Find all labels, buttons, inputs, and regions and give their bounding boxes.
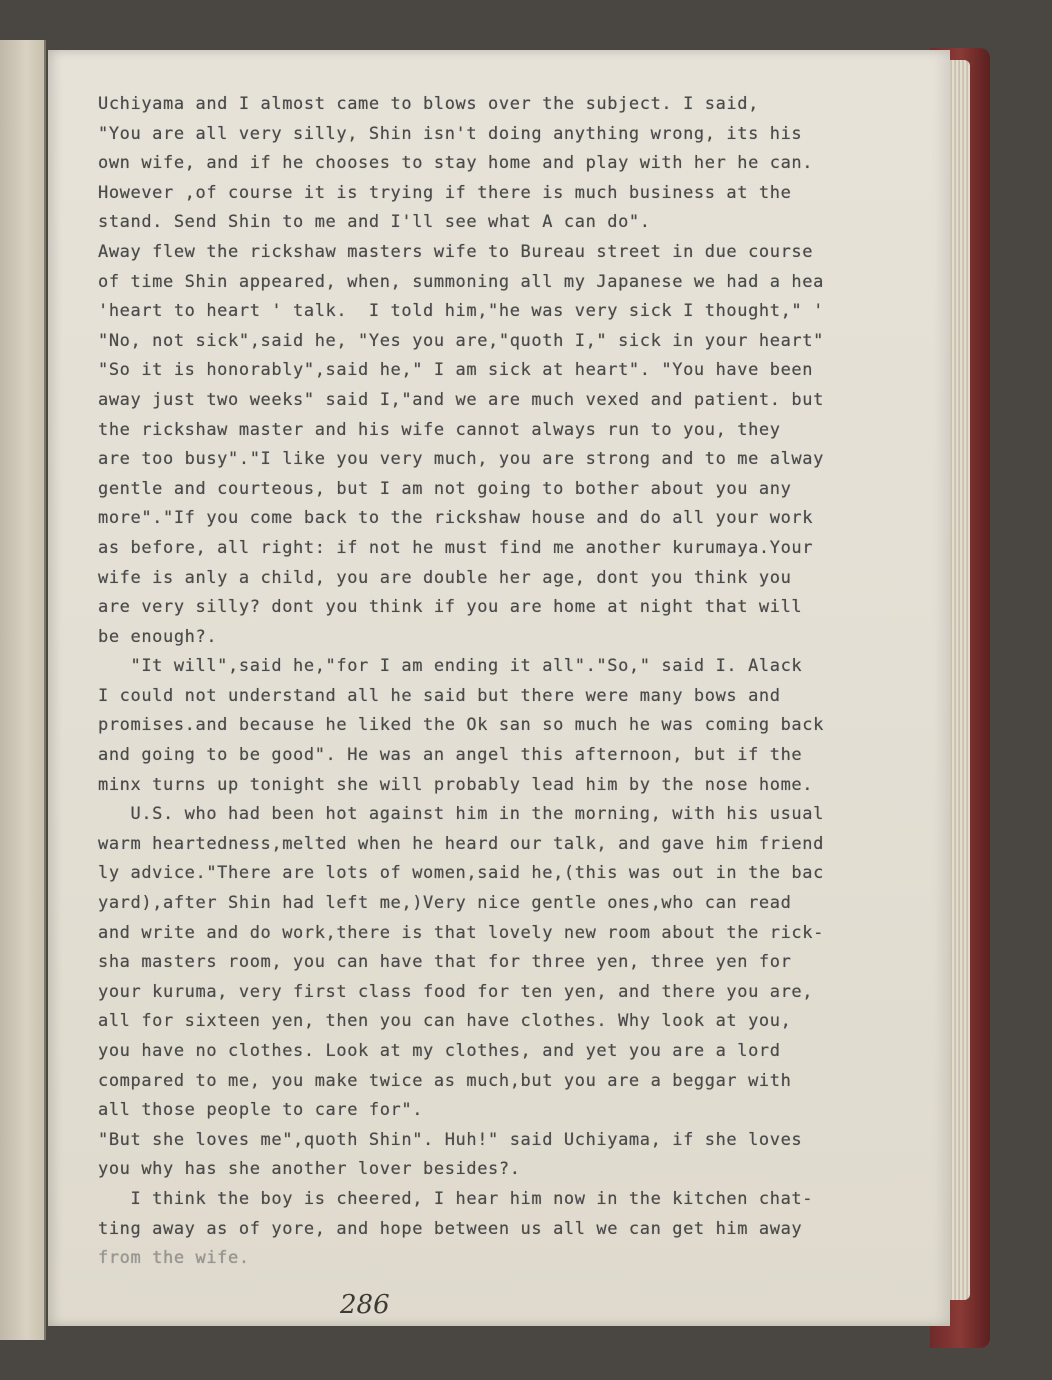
text-line: you why has she another lover besides?. bbox=[98, 1159, 521, 1180]
text-line: 'heart to heart ' talk. I told him,"he was very sick I thought," ' bbox=[98, 301, 824, 322]
text-line: I could not understand all he said but there were many bows and bbox=[98, 685, 781, 706]
text-line: minx turns up tonight she will probably lead him by the nose home. bbox=[98, 774, 814, 795]
text-line: are very silly? dont you think if you are home at night that will bbox=[98, 597, 803, 618]
text-line: sha masters room, you can have that for three yen, three yen for bbox=[98, 952, 792, 973]
text-line: the rickshaw master and his wife cannot always run to you, they bbox=[98, 419, 781, 440]
text-line: "You are all very silly, Shin isn't doing anything wrong, its his bbox=[98, 123, 803, 144]
text-line: away just two weeks" said I,"and we are much vexed and patient. but bbox=[98, 389, 824, 410]
page-number: 286 bbox=[340, 1290, 390, 1320]
text-line: "But she loves me",quoth Shin". Huh!" said Uchiyama, if she loves bbox=[98, 1129, 803, 1150]
text-line: wife is anly a child, you are double her age, dont you think you bbox=[98, 567, 792, 588]
text-line: warm heartedness,melted when he heard our talk, and gave him friend bbox=[98, 833, 824, 854]
text-line: However ,of course it is trying if there is much business at the bbox=[98, 182, 792, 203]
text-line: own wife, and if he chooses to stay home and play with her he can. bbox=[98, 153, 814, 174]
text-line: be enough?. bbox=[98, 626, 218, 647]
text-line: promises.and because he liked the Ok san so much he was coming back bbox=[98, 715, 824, 736]
text-line: and write and do work,there is that lovely new room about the rick- bbox=[98, 922, 824, 943]
text-line: are too busy"."I like you very much, you are strong and to me alway bbox=[98, 449, 824, 470]
typewritten-text bbox=[98, 90, 928, 1274]
text-line: as before, all right: if not he must find me another kurumaya.Your bbox=[98, 537, 814, 558]
text-line: I think the boy is cheered, I hear him now in the kitchen chat- bbox=[98, 1188, 814, 1209]
text-line: ly advice."There are lots of women,said he,(this was out in the bac bbox=[98, 863, 824, 884]
text-line: "No, not sick",said he, "Yes you are,"quoth I," sick in your heart" bbox=[98, 330, 824, 351]
text-line: your kuruma, very first class food for ten yen, and there you are, bbox=[98, 981, 814, 1002]
text-line: gentle and courteous, but I am not going to bother about you any bbox=[98, 478, 792, 499]
text-line: of time Shin appeared, when, summoning all my Japanese we had a hea bbox=[98, 271, 824, 292]
text-line: Away flew the rickshaw masters wife to Bureau street in due course bbox=[98, 241, 814, 262]
text-line: all those people to care for". bbox=[98, 1100, 424, 1121]
text-line: "So it is honorably",said he," I am sick at heart". "You have been bbox=[98, 360, 814, 381]
text-line: yard),after Shin had left me,)Very nice gentle ones,who can read bbox=[98, 893, 792, 914]
facing-page-edge bbox=[0, 40, 46, 1340]
text-line: stand. Send Shin to me and I'll see what A can do". bbox=[98, 212, 651, 233]
text-line: Uchiyama and I almost came to blows over the subject. I said, bbox=[98, 94, 759, 114]
text-line: from the wife. bbox=[98, 1248, 250, 1269]
text-line: all for sixteen yen, then you can have clothes. Why look at you, bbox=[98, 1011, 792, 1032]
text-line: "It will",said he,"for I am ending it all"."So," said I. Alack bbox=[98, 656, 803, 677]
text-line: ting away as of yore, and hope between us all we can get him away bbox=[98, 1218, 803, 1239]
text-line: you have no clothes. Look at my clothes, and yet you are a lord bbox=[98, 1041, 781, 1061]
text-line: and going to be good". He was an angel this afternoon, but if the bbox=[98, 745, 803, 766]
text-line: U.S. who had been hot against him in the morning, with his usual bbox=[98, 804, 824, 825]
text-line: more"."If you come back to the rickshaw house and do all your work bbox=[98, 508, 814, 529]
text-line: compared to me, you make twice as much,but you are a beggar with bbox=[98, 1070, 792, 1091]
